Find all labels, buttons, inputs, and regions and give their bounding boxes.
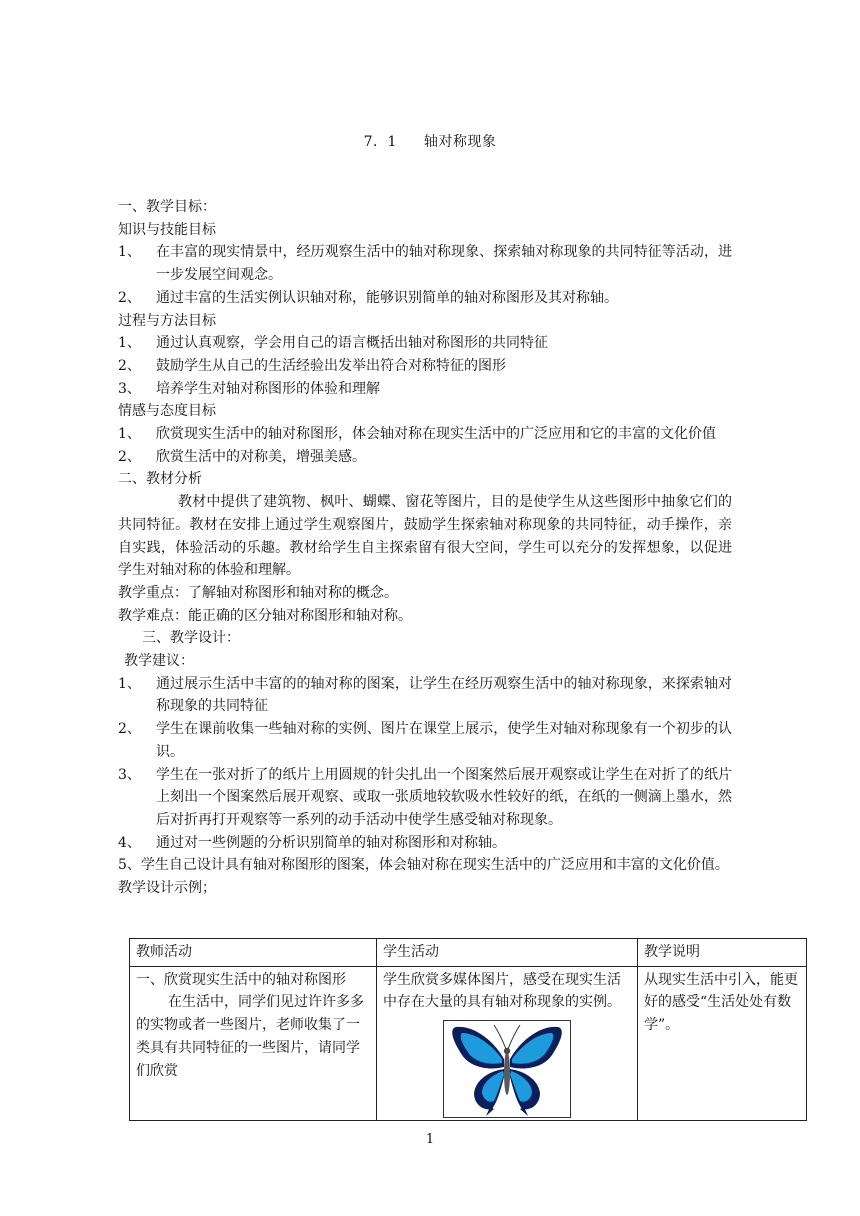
- list-item: [118, 718, 732, 763]
- document-body: [118, 196, 732, 900]
- process-heading: 过程与方法目标: [118, 312, 216, 329]
- item-text: 欣赏生活中的对称美，增强美感。: [156, 448, 366, 465]
- analysis-paragraph: 教材中提供了建筑物、枫叶、蝴蝶、窗花等图片，目的是使学生从这些图形中抽象它们的共同特征。教材在安排上通过学生观察图片，鼓励学生探索轴对称现象的共同特征，动手操作，亲自实践，体验活动的乐趣。教材给学生自主探索留有很大空间，学生可以充分的发挥想象，以促进学生对轴对称的体验和理解。: [118, 494, 732, 579]
- list-item: [118, 764, 732, 832]
- item-text: 通过丰富的生活实例认识轴对称，能够识别简单的轴对称图形及其对称轴。: [156, 289, 618, 306]
- page-number: 1: [425, 1132, 435, 1147]
- list-item: [118, 355, 732, 378]
- note-cell: [638, 966, 807, 1120]
- item-text: 通过认真观察，学会用自己的语言概括出轴对称图形的共同特征: [156, 335, 548, 352]
- header-teacher: 教师活动: [130, 939, 377, 967]
- item-number: 1、: [118, 675, 141, 692]
- item-number: 4、: [118, 834, 141, 851]
- design-table: [129, 938, 807, 1121]
- item-text: 培养学生对轴对称图形的体验和理解: [156, 380, 380, 397]
- item-text: 学生在课前收集一些轴对称的实例、图片在课堂上展示，使学生对轴对称现象有一个初步的认识。: [156, 721, 732, 760]
- teacher-activity-title: 一、欣赏现实生活中的轴对称图形: [136, 971, 346, 988]
- table-row: [130, 966, 807, 1120]
- page-title: [0, 131, 860, 151]
- teacher-activity-cell: [130, 966, 377, 1120]
- note-text: 从现实生活中引入，能更好的感受“生活处处有数学”。: [644, 971, 798, 1034]
- goals-heading: 一、教学目标：: [118, 199, 216, 215]
- table-header-row: [130, 939, 807, 967]
- title-text: 轴对称现象: [423, 134, 497, 150]
- butterfly-image: [443, 1020, 571, 1118]
- item-number: 1、: [118, 426, 141, 443]
- list-item: [118, 241, 732, 286]
- design-heading: 三、教学设计：: [142, 630, 240, 647]
- item-text: 欣赏现实生活中的轴对称图形，体会轴对称在现实生活中的广泛应用和它的丰富的文化价值: [156, 426, 716, 443]
- list-item: [118, 446, 732, 469]
- item-number: 1、: [118, 335, 141, 352]
- teacher-activity-text: 在生活中，同学们见过许许多多的实物或者一些图片，老师收集了一类具有共同特征的一些图片，请同学们欣赏: [136, 994, 364, 1079]
- item-text: 学生在一张对折了的纸片上用圆规的针尖扎出一个图案然后展开观察或让学生在对折了的纸片上刻出一个图案然后展开观察、或取一张质地较软吸水性较好的纸，在纸的一侧滴上墨水，然后对折再打开观察等一系列的动手活动中使学生感受轴对称现象。: [156, 766, 732, 828]
- emotion-heading: 情感与态度目标: [118, 403, 216, 420]
- item-number: 2、: [118, 289, 141, 306]
- example-heading: 教学设计示例；: [118, 880, 216, 897]
- list-item: [118, 332, 732, 355]
- item-number: 3、: [118, 766, 141, 783]
- suggestion-5: 5、学生自己设计具有轴对称图形的图案，体会轴对称在现实生活中的广泛应用和丰富的文化价值。: [118, 857, 729, 874]
- key-point: 教学重点：了解轴对称图形和轴对称的概念。: [118, 584, 398, 601]
- title-number: 7．1: [363, 134, 397, 150]
- item-text: 通过对一些例题的分析识别简单的轴对称图形和对称轴。: [156, 834, 506, 851]
- item-number: 1、: [118, 244, 141, 261]
- difficult-point: 教学难点：能正确的区分轴对称图形和轴对称。: [118, 607, 412, 624]
- list-item: [118, 423, 732, 446]
- student-activity-cell: [377, 966, 638, 1120]
- list-item: [118, 832, 732, 855]
- header-student: 学生活动: [377, 939, 638, 967]
- item-text: 鼓励学生从自己的生活经验出发举出符合对称特征的图形: [156, 357, 506, 374]
- header-note: 教学说明: [638, 939, 807, 967]
- student-activity-text: 学生欣赏多媒体图片，感受在现实生活中存在大量的具有轴对称现象的实例。: [383, 971, 621, 1011]
- item-text: 在丰富的现实情景中，经历观察生活中的轴对称现象、探索轴对称现象的共同特征等活动，进一步发展空间观念。: [156, 244, 732, 284]
- analysis-heading: 二、教材分析: [118, 471, 202, 488]
- item-text: 通过展示生活中丰富的的轴对称的图案，让学生在经历观察生活中的轴对称现象，来探索轴对称现象的共同特征: [156, 675, 732, 715]
- list-item: [118, 378, 732, 401]
- item-number: 2、: [118, 448, 141, 465]
- item-number: 3、: [118, 380, 141, 397]
- item-number: 2、: [118, 721, 141, 738]
- list-item: [118, 287, 732, 310]
- knowledge-heading: 知识与技能目标: [118, 221, 216, 238]
- list-item: [118, 673, 732, 718]
- suggestion-heading: 教学建议：: [124, 653, 194, 670]
- item-number: 2、: [118, 357, 141, 374]
- butterfly-icon: [444, 1021, 570, 1117]
